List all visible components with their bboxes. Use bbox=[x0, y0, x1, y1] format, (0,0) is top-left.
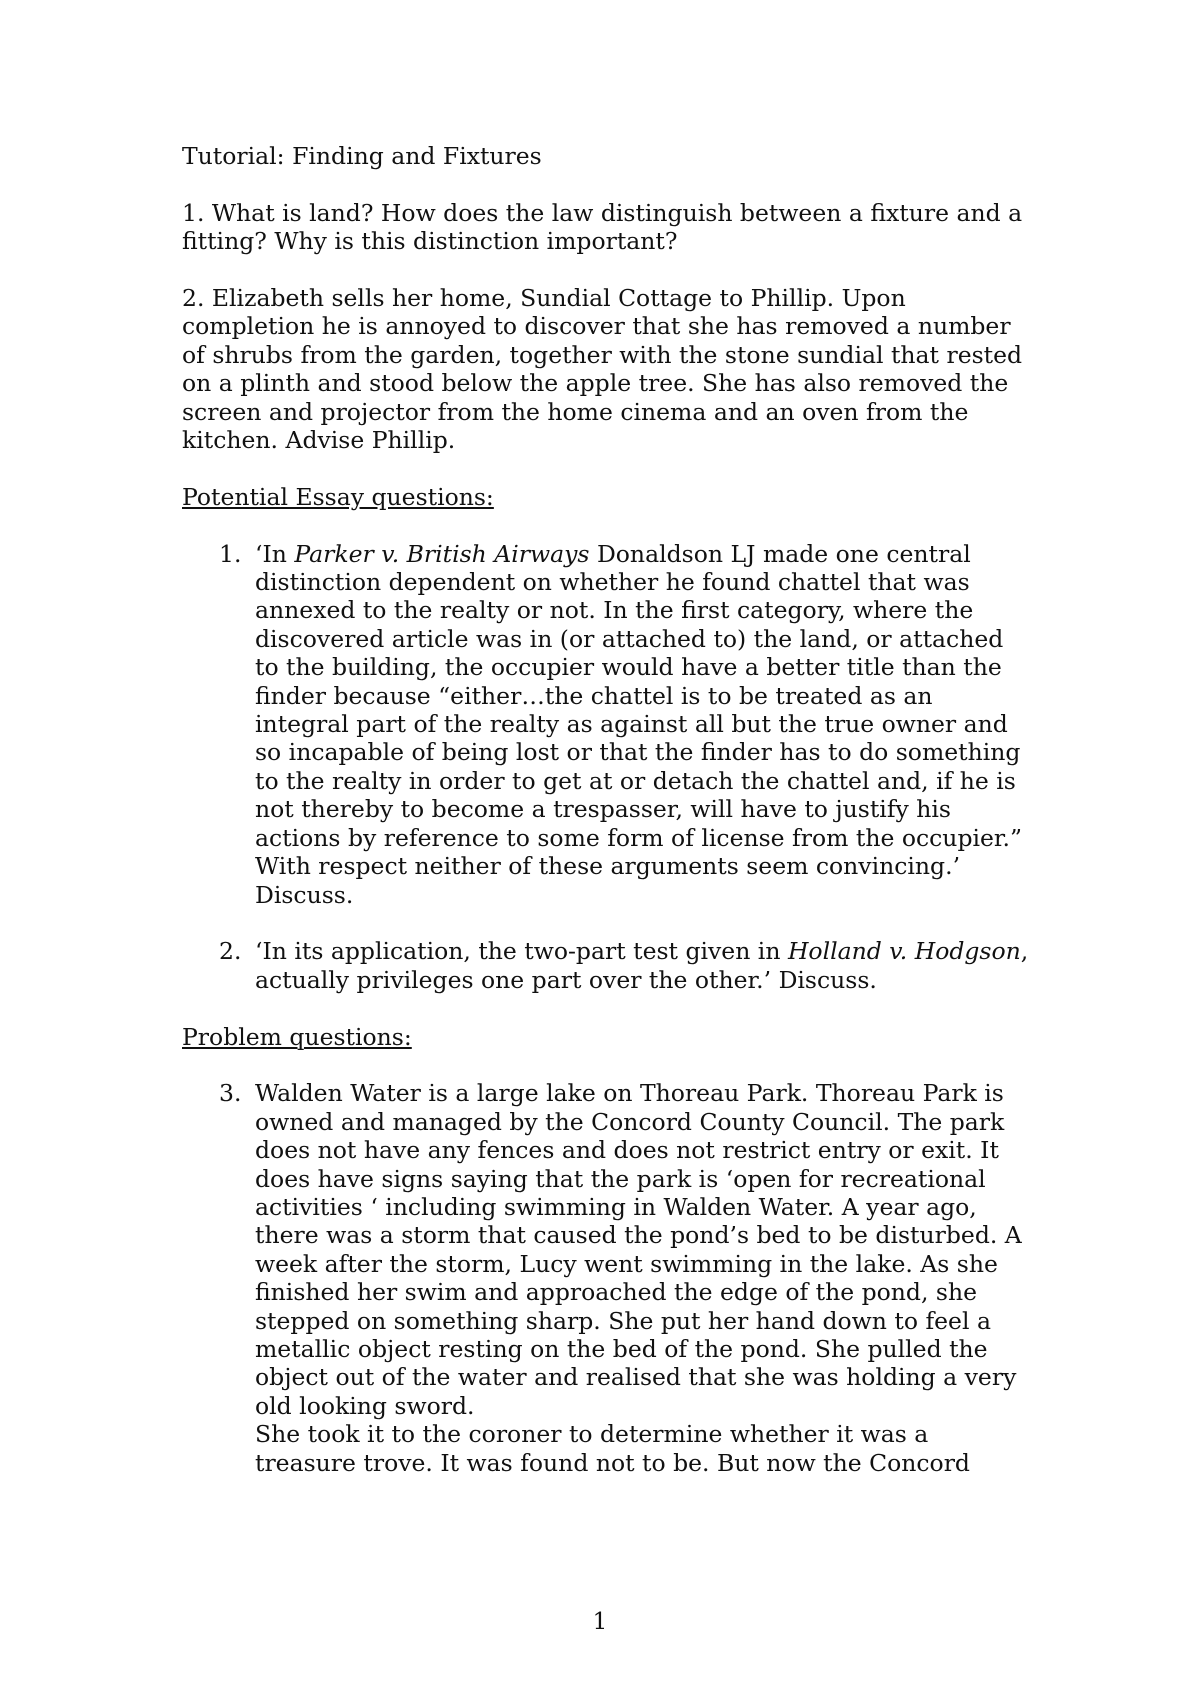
problem-question-3-continuation: She took it to the coroner to determine whether it was a treasure trove. It was found not to be. But now the Concord bbox=[255, 1420, 970, 1477]
problem-questions-heading: Problem questions: bbox=[182, 1022, 412, 1051]
document-body bbox=[182, 142, 1032, 1477]
essay-question-1-text bbox=[255, 540, 1032, 852]
document-title: Tutorial: Finding and Fixtures bbox=[182, 142, 542, 170]
spacer bbox=[182, 170, 1032, 198]
essay-question-1-closing: With respect neither of these arguments seem convincing.’ Discuss. bbox=[255, 852, 961, 909]
list-number: 1. bbox=[219, 539, 242, 568]
spacer bbox=[182, 511, 1032, 539]
question-1: 1. What is land? How does the law distinguish between a fixture and a fitting? Why is this distinction important? bbox=[182, 198, 1023, 256]
spacer bbox=[182, 256, 1032, 284]
spacer bbox=[182, 1051, 1032, 1079]
case-name: Parker v. British Airways bbox=[294, 539, 590, 568]
spacer bbox=[182, 454, 1032, 482]
case-name: Holland v. Hodgson bbox=[787, 937, 1021, 966]
essay-question-1 bbox=[182, 540, 1032, 909]
spacer bbox=[182, 909, 1032, 937]
problem-question-3 bbox=[182, 1079, 1032, 1477]
essay-question-2-text bbox=[255, 937, 1032, 994]
page-number: 1 bbox=[592, 1609, 608, 1635]
question-2: 2. Elizabeth sells her home, Sundial Cottage to Phillip. Upon completion he is annoyed to discover that she has removed a number of shrubs from the garden, together with the stone sundial that rested on a plinth and stood below the apple tree. She has also removed the screen and projector from the home cinema and an oven from the kitchen. Advise Phillip. bbox=[182, 284, 1023, 455]
essay-question-1-body: Donaldson LJ made one central distinction dependent on whether he found chattel that was annexed to the realty or not. In the first category, where the discovered article was in (or attached to) the land, or attached to the building, the occupier would have a better title than the finder because “either…the chattel is to be treated as an integral part of the realty as against all but the true owner and so incapable of being lost or that the finder has to do something to the realty in order to get at or detach the chattel and, if he is not thereby to become a trespasser, will have to justify his actions by reference to some form of license from the occupier.” bbox=[255, 539, 1023, 852]
essay-question-2-body: , actually privileges one part over the other.’ Discuss. bbox=[255, 937, 1029, 994]
spacer bbox=[182, 994, 1032, 1022]
essay-question-1-intro: ‘In bbox=[255, 539, 295, 568]
list-number: 2. bbox=[219, 937, 242, 966]
essay-question-2 bbox=[182, 937, 1032, 994]
essay-questions-heading: Potential Essay questions: bbox=[182, 482, 494, 511]
list-number: 3. bbox=[219, 1079, 242, 1108]
problem-question-3-text: Walden Water is a large lake on Thoreau Park. Thoreau Park is owned and managed by the Concord County Council. The park does not have any fences and does not restrict entry or exit. It does have signs saying that the park is ‘open for recreational activities ‘ including swimming in Walden Water. A year ago, there was a storm that caused the pond’s bed to be disturbed. A week after the storm, Lucy went swimming in the lake. As she finished her swim and approached the edge of the pond, she stepped on something sharp. She put her hand down to feel a metallic object resting on the bed of the pond. She pulled the object out of the water and realised that she was holding a very old looking sword. bbox=[255, 1079, 1022, 1420]
essay-question-2-intro: ‘In its application, the two-part test given in bbox=[255, 937, 788, 966]
